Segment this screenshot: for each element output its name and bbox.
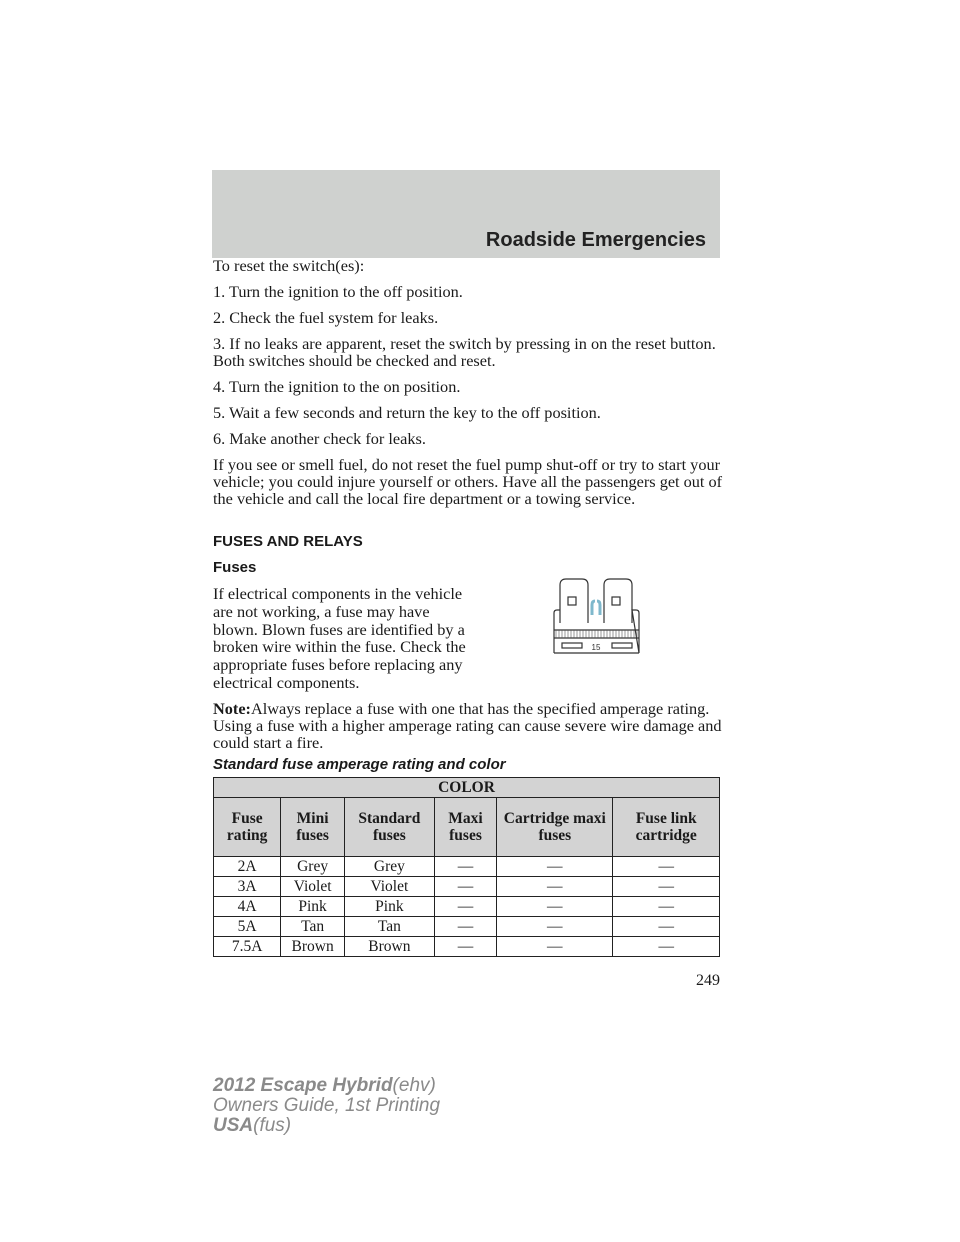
table-cell: — (613, 937, 720, 957)
table-row (214, 917, 720, 937)
step-2: 2. Check the fuel system for leaks. (213, 308, 439, 327)
footer-market: USA (213, 1115, 254, 1136)
section-title: Roadside Emergencies (485, 229, 706, 251)
fuse-rating-label: 15 (591, 643, 601, 652)
table-cell: Grey (281, 857, 345, 877)
step-5: 5. Wait a few seconds and return the key to the off position. (213, 403, 601, 422)
footer-model: 2012 Escape Hybrid (213, 1075, 393, 1096)
table-cell: — (613, 917, 720, 937)
warning-paragraph: If you see or smell fuel, do not reset the fuel pump shut-off or try to start your vehicle; you could injure yourself or others. Have all the passengers get out of the vehicle and call the local fire department or a towing service. (213, 455, 723, 508)
section-header-band (212, 170, 720, 258)
sub-heading: Fuses (213, 559, 257, 576)
table-cell: 3A (214, 877, 281, 897)
note-text: Always replace a fuse with one that has the specified amperage rating. Using a fuse with a higher amperage rating can cause severe wire damage and could start a fire. (213, 699, 722, 752)
table-row (214, 877, 720, 897)
table-cell: — (497, 857, 613, 877)
table-cell: — (497, 937, 613, 957)
note-label: Note: (213, 699, 251, 718)
table-cell: — (434, 917, 496, 937)
table-cell: Grey (344, 857, 434, 877)
table-row (214, 937, 720, 957)
footer-line-3 (213, 1116, 291, 1136)
table-cell: — (434, 897, 496, 917)
table-cell: Violet (281, 877, 345, 897)
table-cell: — (434, 877, 496, 897)
footer-line-1 (213, 1076, 436, 1096)
column-header: Maxi fuses (434, 798, 496, 857)
table-cell: 7.5A (214, 937, 281, 957)
table-cell: — (497, 897, 613, 917)
step-1: 1. Turn the ignition to the off position. (213, 282, 463, 301)
table-cell: — (434, 937, 496, 957)
table-row (214, 897, 720, 917)
table-cell: — (497, 917, 613, 937)
footer-model-code: (ehv) (392, 1075, 436, 1096)
column-header: Mini fuses (281, 798, 345, 857)
column-header: Standard fuses (344, 798, 434, 857)
table-cell: — (434, 857, 496, 877)
table-row (214, 857, 720, 877)
table-cell: — (613, 857, 720, 877)
page-number: 249 (696, 972, 720, 989)
table-cell: 2A (214, 857, 281, 877)
fuse-color-table (213, 777, 720, 957)
table-cell: Tan (344, 917, 434, 937)
table-cell: — (497, 877, 613, 897)
fuses-paragraph: If electrical components in the vehicle are not working, a fuse may have blown. Blown fuses are identified by a broken wire within the fuse. Check the appropriate fuses before replacing any electrical components. (213, 584, 466, 692)
section-heading: FUSES AND RELAYS (213, 533, 363, 550)
step-6: 6. Make another check for leaks. (213, 429, 426, 448)
table-cell: 4A (214, 897, 281, 917)
table-cell: Brown (344, 937, 434, 957)
table-cell: — (613, 897, 720, 917)
group-header: COLOR (214, 778, 720, 798)
table-cell: Brown (281, 937, 345, 957)
fuse-illustration (548, 575, 648, 655)
column-header: Fuse rating (214, 798, 281, 857)
step-4: 4. Turn the ignition to the on position. (213, 377, 461, 396)
column-header: Fuse link cartridge (613, 798, 720, 857)
column-header: Cartridge maxi fuses (497, 798, 613, 857)
footer-market-code: (fus) (253, 1115, 292, 1136)
table-cell: Pink (281, 897, 345, 917)
table-cell: Violet (344, 877, 434, 897)
intro-text: To reset the switch(es): (213, 256, 365, 275)
table-cell: 5A (214, 917, 281, 937)
footer-line-2: Owners Guide, 1st Printing (213, 1095, 441, 1116)
table-cell: — (613, 877, 720, 897)
table-cell: Pink (344, 897, 434, 917)
table-cell: Tan (281, 917, 345, 937)
step-3: 3. If no leaks are apparent, reset the switch by pressing in on the reset button. Both switches should be checked and reset. (213, 334, 716, 370)
note-paragraph (213, 700, 723, 751)
table-caption: Standard fuse amperage rating and color (213, 756, 506, 773)
